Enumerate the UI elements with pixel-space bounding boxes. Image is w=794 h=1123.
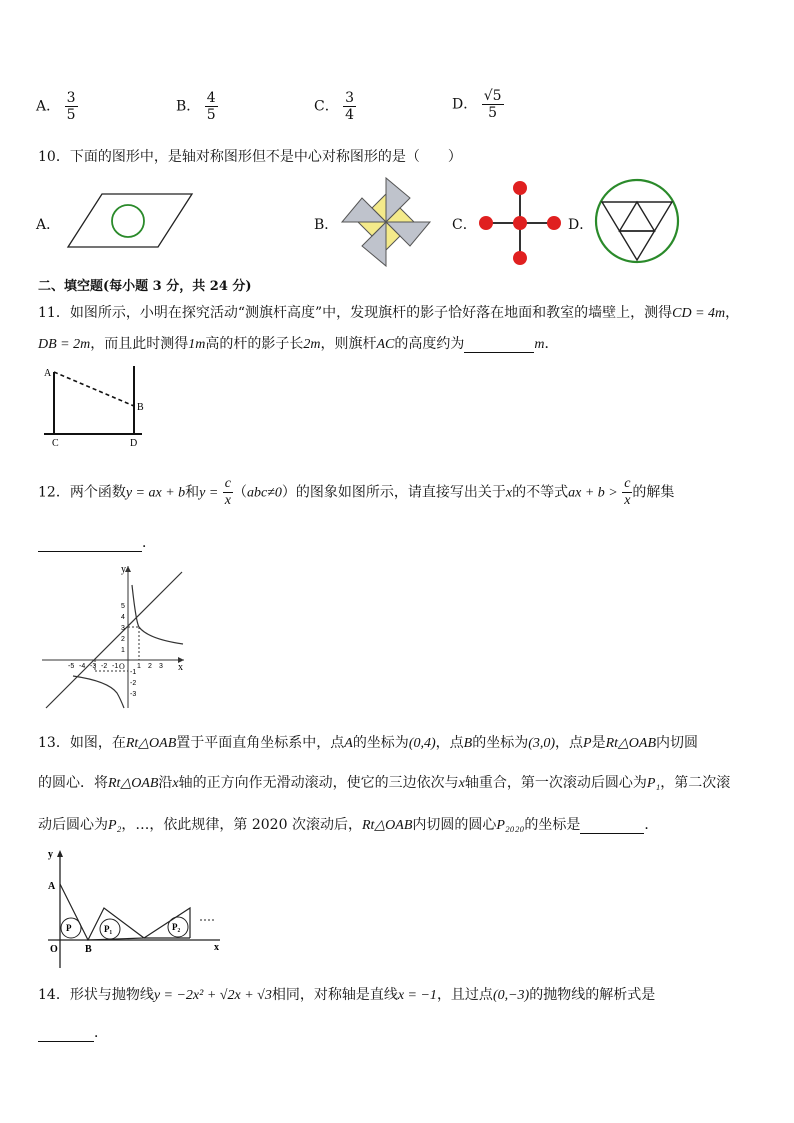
unit: m bbox=[534, 337, 545, 352]
numerator: 4 bbox=[206, 90, 216, 106]
q14-answer-line bbox=[38, 1022, 108, 1042]
math: (0,4) bbox=[408, 736, 436, 751]
math: x bbox=[458, 776, 465, 791]
y-tick: 5 bbox=[121, 603, 125, 610]
math: y = −2x² + √2x + √3 bbox=[153, 988, 272, 1003]
q10-option-d-label: D． bbox=[568, 217, 594, 233]
text: ，…，依此规律，第 2020 次滚动后， bbox=[121, 817, 362, 833]
x-tick: 2 bbox=[148, 663, 152, 670]
fig-y-label: y bbox=[48, 849, 53, 860]
y-tick: 4 bbox=[121, 614, 125, 621]
q10-text: 10．下面的图形中，是轴对称图形但不是中心对称图形的是（ ） bbox=[38, 149, 462, 165]
parallelogram-with-circle-figure bbox=[64, 192, 196, 250]
math: (0,−3) bbox=[492, 988, 530, 1003]
text: 沿 bbox=[158, 775, 173, 791]
option-label: D． bbox=[452, 96, 478, 113]
text: 的解集 bbox=[632, 484, 675, 501]
q13-line3 bbox=[38, 814, 658, 834]
text: ，点 bbox=[435, 735, 464, 751]
math: x bbox=[172, 776, 179, 791]
q9-option-b bbox=[176, 90, 218, 123]
y-tick: 1 bbox=[121, 647, 125, 654]
text: ，且过点 bbox=[436, 987, 493, 1003]
text: 轴的正方向作无滑动滚动，使它的三边依次与 bbox=[178, 775, 459, 791]
denominator: 5 bbox=[206, 107, 216, 124]
text: 的高度约为 bbox=[394, 336, 465, 352]
text: ． bbox=[94, 1025, 108, 1041]
text: ． bbox=[142, 535, 156, 551]
text: ，则旗杆 bbox=[320, 336, 377, 352]
y-axis-label: y bbox=[121, 564, 126, 575]
math: P₂ bbox=[108, 818, 122, 833]
text: 的坐标是 bbox=[524, 817, 581, 833]
q10-option-c-label: C． bbox=[452, 217, 477, 233]
y-tick: -3 bbox=[130, 691, 137, 698]
q12-line1 bbox=[38, 476, 674, 510]
fig-p2-label: P₂ bbox=[172, 922, 181, 932]
section-title: 二、填空题(每小题 3 分，共 24 分) bbox=[38, 279, 252, 294]
answer-blank[interactable] bbox=[38, 535, 142, 552]
text: 轴重合，第一次滚动后圆心为 bbox=[464, 775, 647, 791]
text: 14．形状与抛物线 bbox=[38, 987, 154, 1003]
function-graph bbox=[38, 562, 188, 710]
option-label: C． bbox=[314, 98, 339, 115]
text: ． bbox=[644, 817, 659, 833]
q9-option-a bbox=[36, 90, 78, 123]
answer-blank[interactable] bbox=[580, 817, 644, 834]
numerator: c bbox=[223, 476, 233, 493]
x-tick: -4 bbox=[79, 663, 86, 670]
x-tick: -2 bbox=[101, 663, 108, 670]
math: y = ax + b bbox=[125, 485, 186, 501]
denominator: x bbox=[224, 493, 231, 509]
fig-a-label: A bbox=[48, 881, 56, 892]
math: B bbox=[463, 736, 473, 751]
flagpole-figure bbox=[38, 362, 158, 450]
q10-option-a-label: A． bbox=[36, 217, 61, 233]
math: 2m bbox=[303, 337, 321, 352]
fig-p1-label: P₁ bbox=[104, 924, 113, 934]
math: abc≠0 bbox=[247, 485, 282, 501]
text: 的圆心．将 bbox=[38, 775, 108, 791]
text: ，点 bbox=[555, 735, 584, 751]
x-tick: -3 bbox=[90, 663, 97, 670]
option-label: A． bbox=[36, 98, 61, 115]
text: 内切圆的圆心 bbox=[412, 817, 497, 833]
denominator: 5 bbox=[66, 107, 76, 124]
answer-blank[interactable] bbox=[38, 1025, 94, 1042]
q9-option-d bbox=[452, 88, 504, 121]
origin-label: O bbox=[119, 662, 125, 671]
cross-dots-figure bbox=[474, 178, 566, 268]
text: 13．如图，在 bbox=[38, 735, 126, 751]
text: 是 bbox=[591, 735, 606, 751]
text: 11．如图所示，小明在探究活动“测旗杆高度”中，发现旗杆的影子恰好落在地面和教室的墙壁上，测得 bbox=[38, 305, 673, 321]
fig-o-label: O bbox=[50, 944, 58, 955]
denominator: 5 bbox=[488, 105, 498, 122]
math: x bbox=[505, 485, 513, 501]
q12-answer-line bbox=[38, 532, 156, 552]
text: 内切圆 bbox=[656, 735, 699, 751]
text: 动后圆心为 bbox=[38, 817, 108, 833]
math: y = bbox=[199, 485, 219, 501]
text: 的坐标为 bbox=[352, 735, 409, 751]
q13-line2 bbox=[38, 772, 730, 792]
fig-x-label: x bbox=[214, 942, 219, 953]
text: 12．两个函数 bbox=[38, 484, 126, 501]
text: ）的图象如图所示，请直接写出关于 bbox=[281, 484, 506, 501]
text: 高的杆的影子长 bbox=[205, 336, 304, 352]
label-b: B bbox=[137, 402, 144, 413]
fig-p-label: P bbox=[66, 923, 72, 933]
circle-triangles-figure bbox=[592, 176, 682, 266]
y-tick: 3 bbox=[121, 625, 125, 632]
denominator: x bbox=[624, 493, 631, 509]
text: 的坐标为 bbox=[472, 735, 529, 751]
x-tick: 1 bbox=[137, 663, 141, 670]
option-label: B． bbox=[176, 98, 201, 115]
x-tick: -5 bbox=[68, 663, 75, 670]
x-tick: -1 bbox=[112, 663, 119, 670]
numerator: 3 bbox=[66, 90, 76, 106]
denominator: 4 bbox=[345, 107, 355, 124]
math: ax + b > bbox=[568, 485, 618, 501]
q10-option-b-label: B． bbox=[314, 217, 339, 233]
numerator: 3 bbox=[345, 90, 355, 106]
math: P₁ bbox=[646, 776, 661, 791]
math: DB = 2m bbox=[38, 337, 91, 352]
fig-b-label: B bbox=[85, 944, 92, 955]
q11-line1: 11．如图所示，小明在探究活动“测旗杆高度”中，发现旗杆的影子恰好落在地面和教室的墙壁上，测得CD = 4m， bbox=[38, 305, 740, 321]
x-tick: 3 bbox=[159, 663, 163, 670]
text: ，而且此时测得 bbox=[90, 336, 189, 352]
math: CD = 4m bbox=[672, 306, 726, 321]
rolling-triangle-figure bbox=[38, 846, 228, 970]
math: Rt△OAB bbox=[361, 818, 413, 833]
q9-option-c bbox=[314, 90, 356, 123]
x-axis-label: x bbox=[178, 662, 183, 673]
math: 1m bbox=[188, 337, 206, 352]
y-tick: -1 bbox=[130, 669, 137, 676]
math: P₂₀₂₀ bbox=[496, 818, 525, 833]
text: 的不等式 bbox=[512, 484, 569, 501]
q14-line1 bbox=[38, 984, 655, 1004]
math: AC bbox=[376, 337, 395, 352]
math: P bbox=[583, 736, 592, 751]
numerator: √5 bbox=[483, 88, 502, 104]
text: 和 bbox=[185, 484, 200, 501]
math: (3,0) bbox=[528, 736, 556, 751]
answer-blank[interactable] bbox=[464, 336, 534, 353]
label-a: A bbox=[44, 368, 52, 379]
math: Rt△OAB bbox=[125, 736, 177, 751]
q13-line1 bbox=[38, 732, 698, 752]
math: Rt△OAB bbox=[605, 736, 657, 751]
pinwheel-figure bbox=[334, 174, 438, 270]
math: Rt△OAB bbox=[108, 776, 159, 791]
label-c: C bbox=[52, 438, 59, 449]
y-tick: 2 bbox=[121, 636, 125, 643]
text: 置于平面直角坐标系中，点 bbox=[176, 735, 345, 751]
math: x = −1 bbox=[397, 988, 437, 1003]
text: ，第二次滚 bbox=[660, 775, 731, 791]
label-d: D bbox=[130, 438, 138, 449]
text: 的抛物线的解析式是 bbox=[529, 987, 656, 1003]
q11-line2 bbox=[38, 333, 559, 353]
math: A bbox=[344, 736, 353, 751]
y-tick: -2 bbox=[130, 680, 137, 687]
text: ． bbox=[544, 336, 559, 352]
text: 相同，对称轴是直线 bbox=[271, 987, 398, 1003]
text: （ bbox=[233, 484, 247, 501]
numerator: c bbox=[622, 476, 632, 493]
